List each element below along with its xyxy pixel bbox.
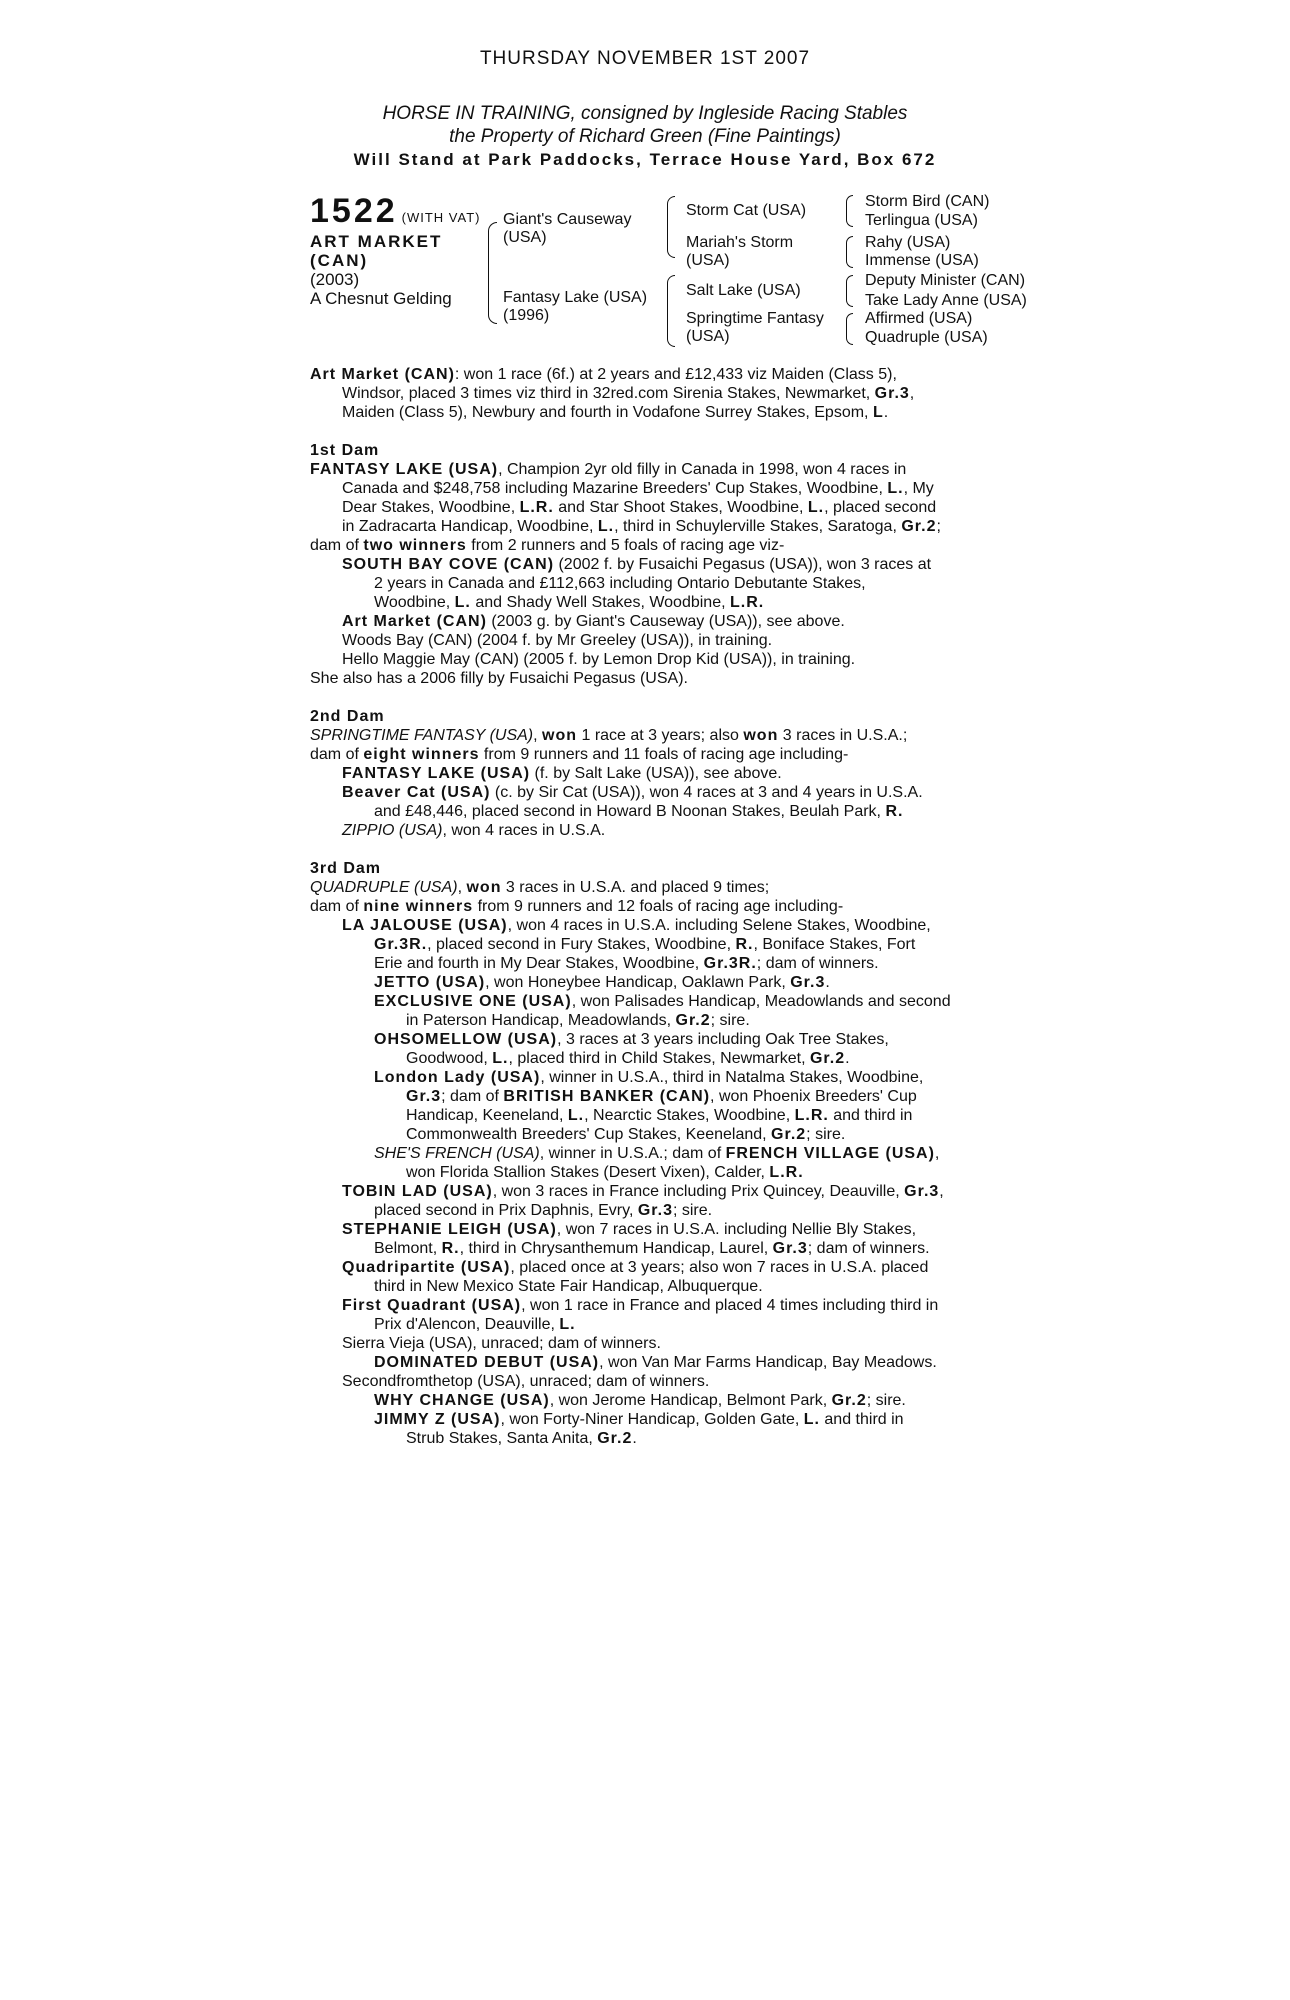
pedigree-dam-sire: Salt Lake (USA) bbox=[686, 282, 801, 299]
second-dam-section: 2nd Dam SPRINGTIME FANTASY (USA), won 1 race at 3 years; also won 3 races in U.S.A.; dam of eight winners from 9 runners and 11 foals of racing age including- FANTASY LAKE (USA) (f. by Salt Lake (USA)), see above. Beaver Cat (USA) (c. by Sir Cat (USA)), won 4 races at 3 and 4 years in U.S.A. and £48,446, placed second in Howard B Noonan Stakes, Beulah Park, R. ZIPPIO (USA), won 4 races in U.S.A. bbox=[310, 707, 985, 840]
pedigree-brace-3b bbox=[846, 236, 853, 268]
pedigree-sds: Rahy (USA) bbox=[865, 234, 951, 251]
pedigree-sire-dam: Mariah's Storm (USA) bbox=[686, 234, 794, 269]
horse-identity bbox=[310, 232, 452, 308]
consignment-line: HORSE IN TRAINING, consigned by Ingleside Racing Stables bbox=[382, 103, 908, 124]
pedigree-brace-dam bbox=[667, 275, 675, 347]
horse-country: (CAN) bbox=[310, 251, 369, 270]
pedigree-brace-3d bbox=[846, 313, 853, 345]
pedigree-brace-3c bbox=[846, 275, 853, 307]
sale-date: THURSDAY NOVEMBER 1ST 2007 bbox=[479, 48, 811, 69]
lot-number: 1522 bbox=[310, 192, 398, 230]
property-line: the Property of Richard Green (Fine Paintings) bbox=[449, 126, 841, 147]
pedigree-dam: Fantasy Lake (USA) (1996) bbox=[503, 289, 648, 324]
pedigree-ssd: Terlingua (USA) bbox=[865, 212, 978, 229]
pedigree-sire-sire: Storm Cat (USA) bbox=[686, 202, 807, 219]
pedigree-sire: Giant's Causeway (USA) bbox=[503, 211, 632, 246]
pedigree-dam-dam: Springtime Fantasy (USA) bbox=[686, 310, 824, 345]
third-dam-heading: 3rd Dam bbox=[310, 860, 382, 877]
pedigree-dds: Affirmed (USA) bbox=[865, 310, 973, 327]
stabling-line: Will Stand at Park Paddocks, Terrace House Yard, Box 672 bbox=[353, 150, 937, 169]
pedigree-brace-main bbox=[488, 222, 497, 324]
third-dam-section: 3rd Dam QUADRUPLE (USA), won 3 races in U.S.A. and placed 9 times; dam of nine winners from 9 runners and 12 foals of racing age including- LA JALOUSE (USA), won 4 races in U.S.A. including Selene Stakes, Woodbine, Gr.3R., placed second in Fury Stakes, Woodbine, R., Boniface Stakes, Fort Erie and fourth in My Dear Stakes, Woodbine, Gr.3R.; dam of winners. JETTO (USA), won Honeybee Handicap, Oaklawn Park, Gr.3. EXCLUSIVE ONE (USA), won Palisades Handicap, Meadowlands and second in Paterson Handicap, Meadowlands, Gr.2; sire. OHSOMELLOW (USA), 3 races at 3 years including Oak Tree Stakes, Goodwood, L., placed third in Child Stakes, Newmarket, Gr.2. London Lady (USA), winner in U.S.A., third in Natalma Stakes, Woodbine, Gr.3; dam of BRITISH BANKER (CAN), won Phoenix Breeders' Cup Handicap, Keeneland, L., Nearctic Stakes, Woodbine, L.R. and third in Commonwealth Breeders' Cup Stakes, Keeneland, Gr.2; sire. SHE'S FRENCH (USA), winner in U.S.A.; dam of FRENCH VILLAGE (USA), won Florida Stallion Stakes (Desert Vixen), Calder, L.R. TOBIN LAD (USA), won 3 races in France including Prix Quincey, Deauville, Gr.3, placed second in Prix Daphnis, Evry, Gr.3; sire. STEPHANIE LEIGH (USA), won 7 races in U.S.A. including Nellie Bly Stakes, Belmont, R., third in Chrysanthemum Handicap, Laurel, Gr.3; dam of winners. Quadripartite (USA), placed once at 3 years; also won 7 races in U.S.A. placed third in New Mexico State Fair Handicap, Albuquerque. First Quadrant (USA), won 1 race in France and placed 4 times including third in Prix d'Alencon, Deauville, L. Sierra Vieja (USA), unraced; dam of winners. DOMINATED DEBUT (USA), won Van Mar Farms Handicap, Bay Meadows. Secondfromthetop (USA), unraced; dam of winners. WHY CHANGE (USA), won Jerome Handicap, Belmont Park, Gr.2; sire. JIMMY Z (USA), won Forty-Niner Handicap, Golden Gate, L. and third in Strub Stakes, Santa Anita, Gr.2. bbox=[310, 859, 985, 1448]
first-dam-section: 1st Dam FANTASY LAKE (USA), Champion 2yr old filly in Canada in 1998, won 4 races in Canada and $248,758 including Mazarine Breeders' Cup Stakes, Woodbine, L., My Dear Stakes, Woodbine, L.R. and Star Shoot Stakes, Woodbine, L., placed second in Zadracarta Handicap, Woodbine, L., third in Schuylerville Stakes, Saratoga, Gr.2; dam of two winners from 2 runners and 5 foals of racing age viz- SOUTH BAY COVE (CAN) (2002 f. by Fusaichi Pegasus (USA)), won 3 races at 2 years in Canada and £112,663 including Ontario Debutante Stakes, Woodbine, L. and Shady Well Stakes, Woodbine, L.R. Art Market (CAN) (2003 g. by Giant's Causeway (USA)), see above. Woods Bay (CAN) (2004 f. by Mr Greeley (USA)), in training. Hello Maggie May (CAN) (2005 f. by Lemon Drop Kid (USA)), in training. She also has a 2006 filly by Fusaichi Pegasus (USA). bbox=[310, 441, 985, 688]
intro-paragraph: Art Market (CAN): won 1 race (6f.) at 2 years and £12,433 viz Maiden (Class 5), Windsor, placed 3 times viz third in 32red.com Sirenia Stakes, Newmarket, Gr.3, Maiden (Class 5), Newbury and fourth in Vodafone Surrey Stakes, Epsom, L. bbox=[310, 366, 915, 421]
pedigree-dsd: Take Lady Anne (USA) bbox=[865, 292, 1027, 309]
catalogue-body bbox=[310, 365, 985, 1448]
pedigree-ddd: Quadruple (USA) bbox=[865, 329, 988, 346]
horse-name: ART MARKET bbox=[310, 232, 443, 251]
pedigree-brace-3a bbox=[846, 195, 853, 227]
pedigree-sdd: Immense (USA) bbox=[865, 252, 979, 269]
pedigree-sss: Storm Bird (CAN) bbox=[865, 193, 990, 210]
second-dam-heading: 2nd Dam bbox=[310, 708, 385, 725]
first-dam-heading: 1st Dam bbox=[310, 442, 380, 459]
vat-note: (WITH VAT) bbox=[401, 210, 481, 225]
horse-description: A Chesnut Gelding bbox=[310, 289, 452, 308]
pedigree-brace-sire bbox=[667, 196, 675, 258]
pedigree-dss: Deputy Minister (CAN) bbox=[865, 272, 1026, 289]
lot-number-block bbox=[310, 192, 480, 231]
horse-year: (2003) bbox=[310, 270, 360, 289]
